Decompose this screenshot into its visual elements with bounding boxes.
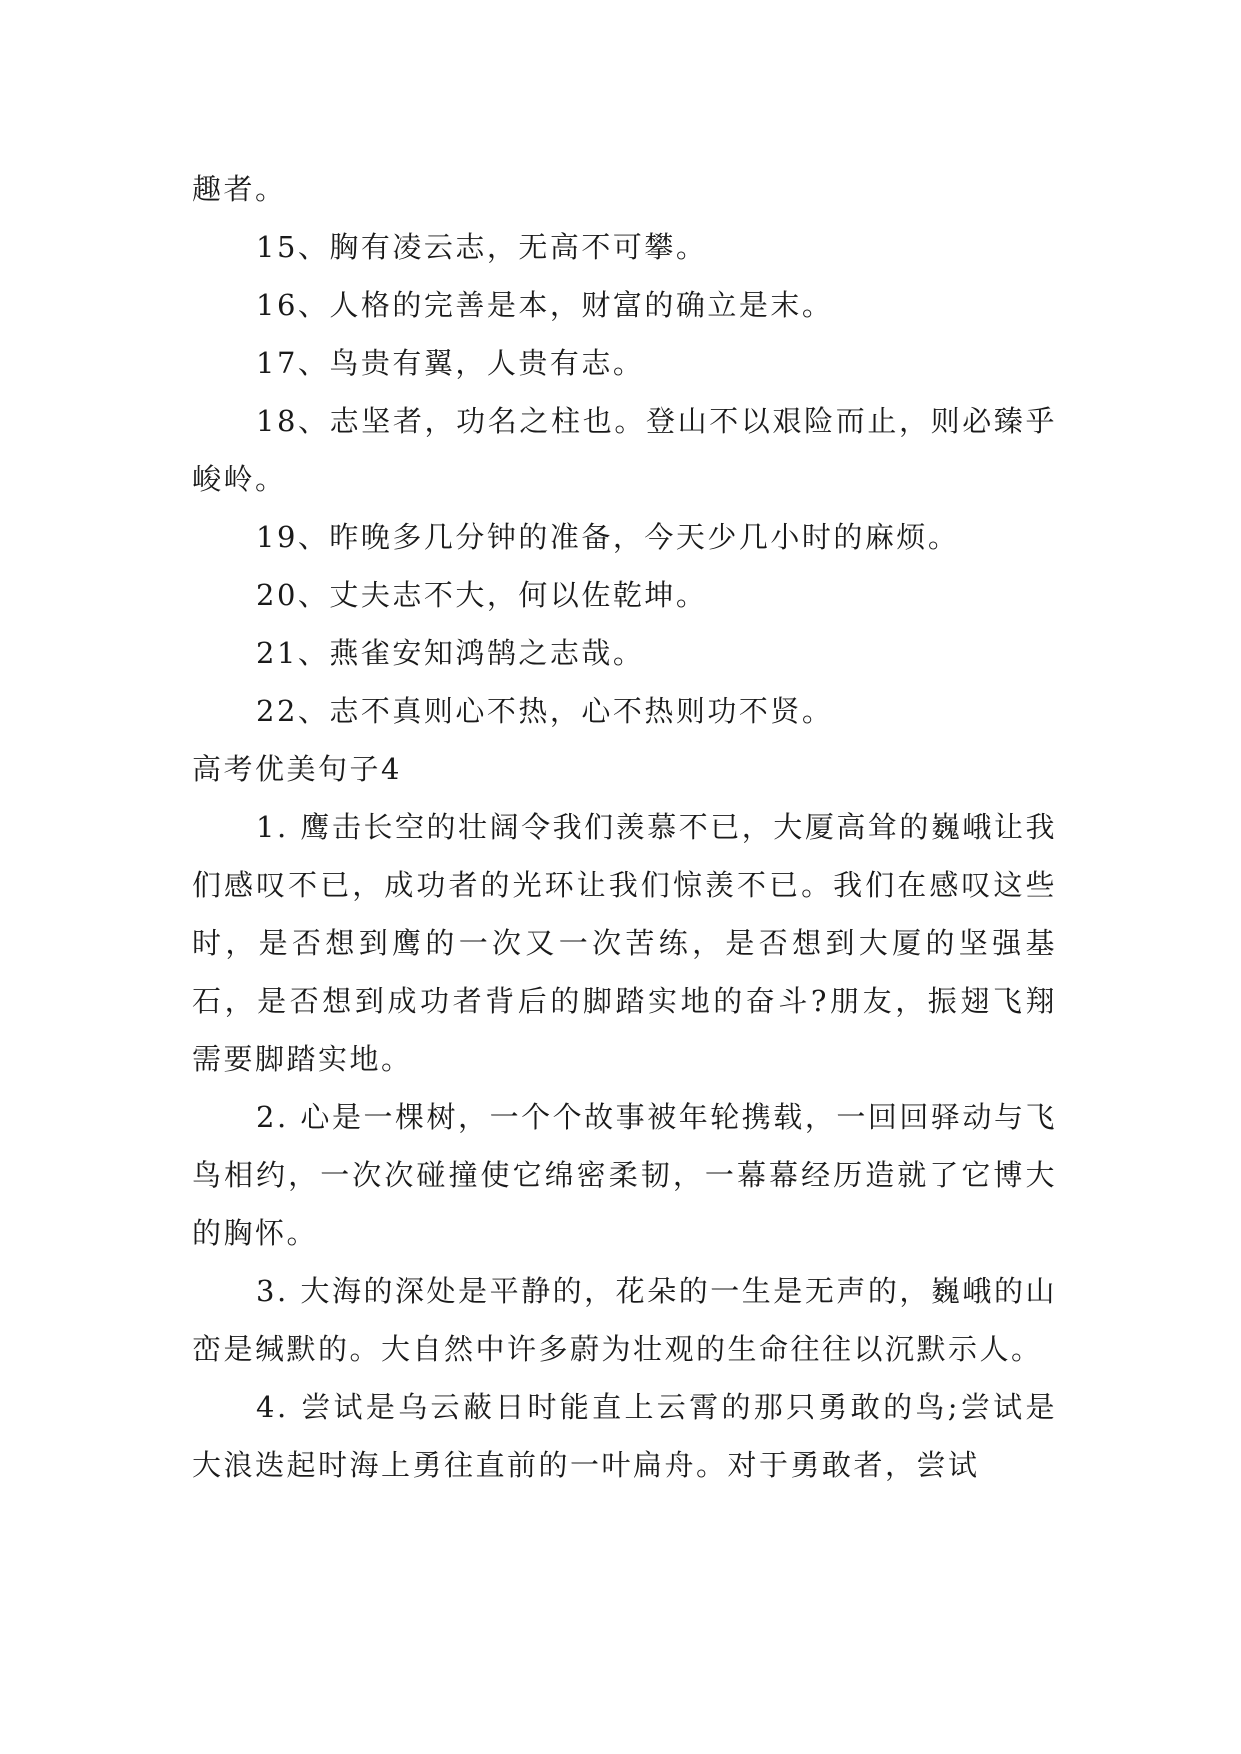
body-text bbox=[192, 160, 1057, 1494]
quote-item-20: 20、丈夫志不大，何以佐乾坤。 bbox=[256, 578, 708, 612]
quote-item-22: 22、志不真则心不热，心不热则功不贤。 bbox=[256, 694, 834, 728]
paragraph-2: 2. 心是一棵树，一个个故事被年轮携载，一回回驿动与飞鸟相约，一次次碰撞使它绵密柔韧，一幕幕经历造就了它博大的胸怀。 bbox=[192, 1100, 1057, 1250]
quote-item-17: 17、鸟贵有翼，人贵有志。 bbox=[256, 346, 645, 380]
paragraph-1: 1. 鹰击长空的壮阔令我们羡慕不已，大厦高耸的巍峨让我们感叹不已，成功者的光环让我们惊羡不已。我们在感叹这些时，是否想到鹰的一次又一次苦练，是否想到大厦的坚强基石，是否想到成功者背后的脚踏实地的奋斗?朋友，振翅飞翔需要脚踏实地。 bbox=[192, 810, 1057, 1076]
quote-item-15: 15、胸有凌云志，无高不可攀。 bbox=[256, 230, 708, 264]
section-heading: 高考优美句子4 bbox=[192, 752, 402, 786]
quote-item-21: 21、燕雀安知鸿鹄之志哉。 bbox=[256, 636, 645, 670]
quote-item-16: 16、人格的完善是本，财富的确立是末。 bbox=[256, 288, 834, 322]
paragraph-4: 4. 尝试是乌云蔽日时能直上云霄的那只勇敢的鸟;尝试是大浪迭起时海上勇往直前的一叶扁舟。对于勇敢者，尝试 bbox=[192, 1390, 1057, 1482]
continuation-line: 趣者。 bbox=[192, 172, 287, 206]
paragraph-3: 3. 大海的深处是平静的，花朵的一生是无声的，巍峨的山峦是缄默的。大自然中许多蔚为壮观的生命往往以沉默示人。 bbox=[192, 1274, 1057, 1366]
quote-item-18: 18、志坚者，功名之柱也。登山不以艰险而止，则必臻乎峻岭。 bbox=[192, 404, 1057, 496]
quote-item-19: 19、昨晚多几分钟的准备，今天少几小时的麻烦。 bbox=[256, 520, 960, 554]
